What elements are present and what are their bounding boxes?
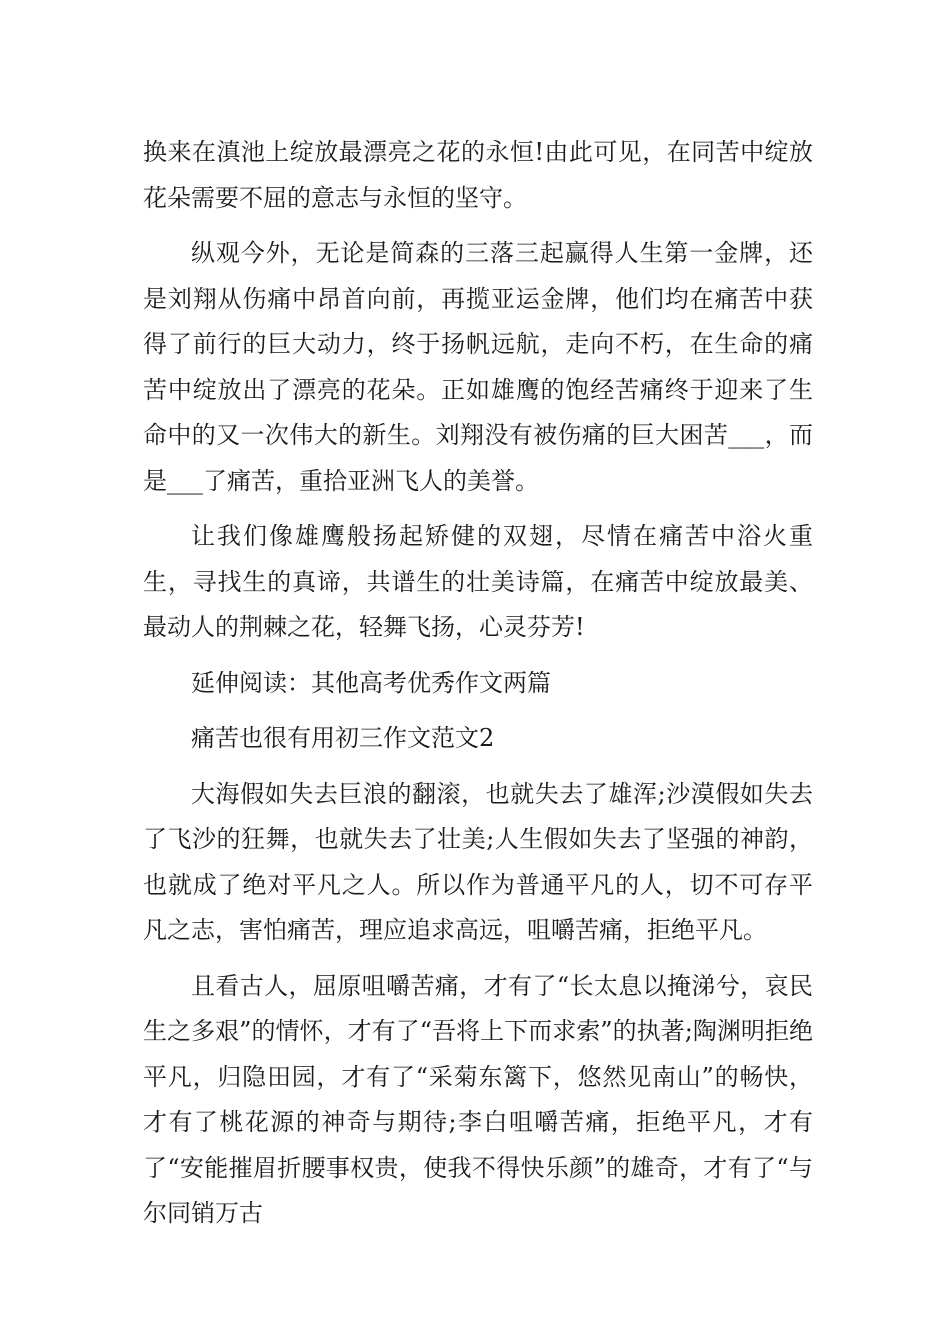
paragraph-3: 让我们像雄鹰般扬起矫健的双翅，尽情在痛苦中浴火重生，寻找生的真谛，共谱生的壮美诗篇，在痛苦中绽放最美、最动人的荆棘之花，轻舞飞扬，心灵芬芳!	[143, 522, 813, 641]
document-body	[143, 130, 813, 1237]
section-heading: 痛苦也很有用初三作文范文2	[191, 724, 495, 752]
paragraph-2: 纵观今外，无论是简森的三落三起赢得人生第一金牌，还是刘翔从伤痛中昂首向前，再揽亚运金牌，他们均在痛苦中获得了前行的巨大动力，终于扬帆远航，走向不朽，在生命的痛苦中绽放出了漂亮的花朵。正如雄鹰的饱经苦痛终于迎来了生命中的又一次伟大的新生。刘翔没有被伤痛的巨大困苦___，而是___了痛苦，重拾亚洲飞人的美誉。	[143, 239, 813, 495]
paragraph-1: 换来在滇池上绽放最漂亮之花的永恒!由此可见，在同苦中绽放花朵需要不屈的意志与永恒的坚守。	[143, 138, 813, 212]
paragraph-4: 大海假如失去巨浪的翻滚，也就失去了雄浑;沙漠假如失去了飞沙的狂舞，也就失去了壮美;人生假如失去了坚强的神韵，也就成了绝对平凡之人。所以作为普通平凡的人，切不可存平凡之志，害怕痛苦，理应追求高远，咀嚼苦痛，拒绝平凡。	[143, 779, 813, 944]
paragraph-extended-reading: 延伸阅读：其他高考优秀作文两篇	[191, 668, 551, 697]
paragraph-5: 且看古人，屈原咀嚼苦痛，才有了“长太息以掩涕兮，哀民生之多艰”的情怀，才有了“吾将上下而求索”的执著;陶渊明拒绝平凡，归隐田园，才有了“采菊东篱下，悠然见南山”的畅快，才有了桃花源的神奇与期待;李白咀嚼苦痛，拒绝平凡，才有了“安能摧眉折腰事权贵，使我不得快乐颜”的雄奇，才有了“与尔同销万古	[143, 971, 813, 1227]
